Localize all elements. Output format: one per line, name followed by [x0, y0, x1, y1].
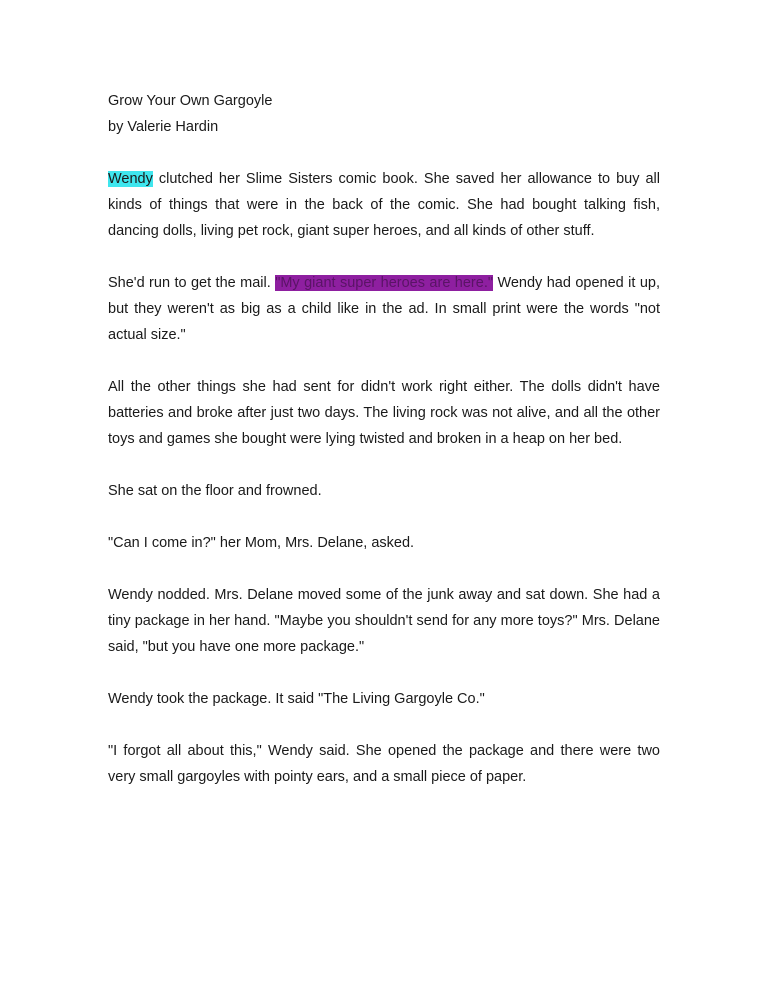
paragraph-7: Wendy took the package. It said "The Living Gargoyle Co.": [108, 691, 485, 707]
spacer: [108, 140, 660, 166]
spacer: [108, 244, 660, 270]
paragraph-2-text-after: Wendy had opened it up, but they weren't as big as a child like in the ad. In small print were the words "not actual size.": [108, 275, 661, 343]
spacer: [108, 348, 660, 374]
spacer: [108, 504, 660, 530]
highlighted-quote: "My giant super heroes are here.": [275, 275, 494, 291]
paragraph-3: All the other things she had sent for didn't work right either. The dolls didn't have batteries and broke after just two days. The living rock was not alive, and all the other toys and games she bought were lying twisted and broken in a heap on her bed.: [108, 379, 660, 447]
paragraph-1-text: clutched her Slime Sisters comic book. She saved her allowance to buy all kinds of things that were in the back of the comic. She had bought talking fish, dancing dolls, living pet rock, giant super heroes, and all kinds of other stuff.: [108, 171, 660, 239]
paragraph-1: [108, 166, 660, 244]
spacer: [108, 660, 660, 686]
highlighted-name: Wendy: [108, 171, 153, 187]
story-byline: by Valerie Hardin: [108, 119, 219, 135]
spacer: [108, 452, 660, 478]
paragraph-6: Wendy nodded. Mrs. Delane moved some of the junk away and sat down. She had a tiny package in her hand. "Maybe you shouldn't send for any more toys?" Mrs. Delane said, "but you have one more package.": [108, 587, 660, 655]
paragraph-2: [108, 270, 660, 348]
paragraph-8: "I forgot all about this," Wendy said. She opened the package and there were two very small gargoyles with pointy ears, and a small piece of paper.: [108, 743, 660, 785]
paragraph-2-text-before: She'd run to get the mail.: [108, 275, 276, 291]
spacer: [108, 556, 660, 582]
story-title: Grow Your Own Gargoyle: [108, 93, 273, 109]
document-body: [108, 88, 660, 790]
paragraph-5: "Can I come in?" her Mom, Mrs. Delane, asked.: [108, 535, 415, 551]
paragraph-4: She sat on the floor and frowned.: [108, 483, 322, 499]
spacer: [108, 712, 660, 738]
